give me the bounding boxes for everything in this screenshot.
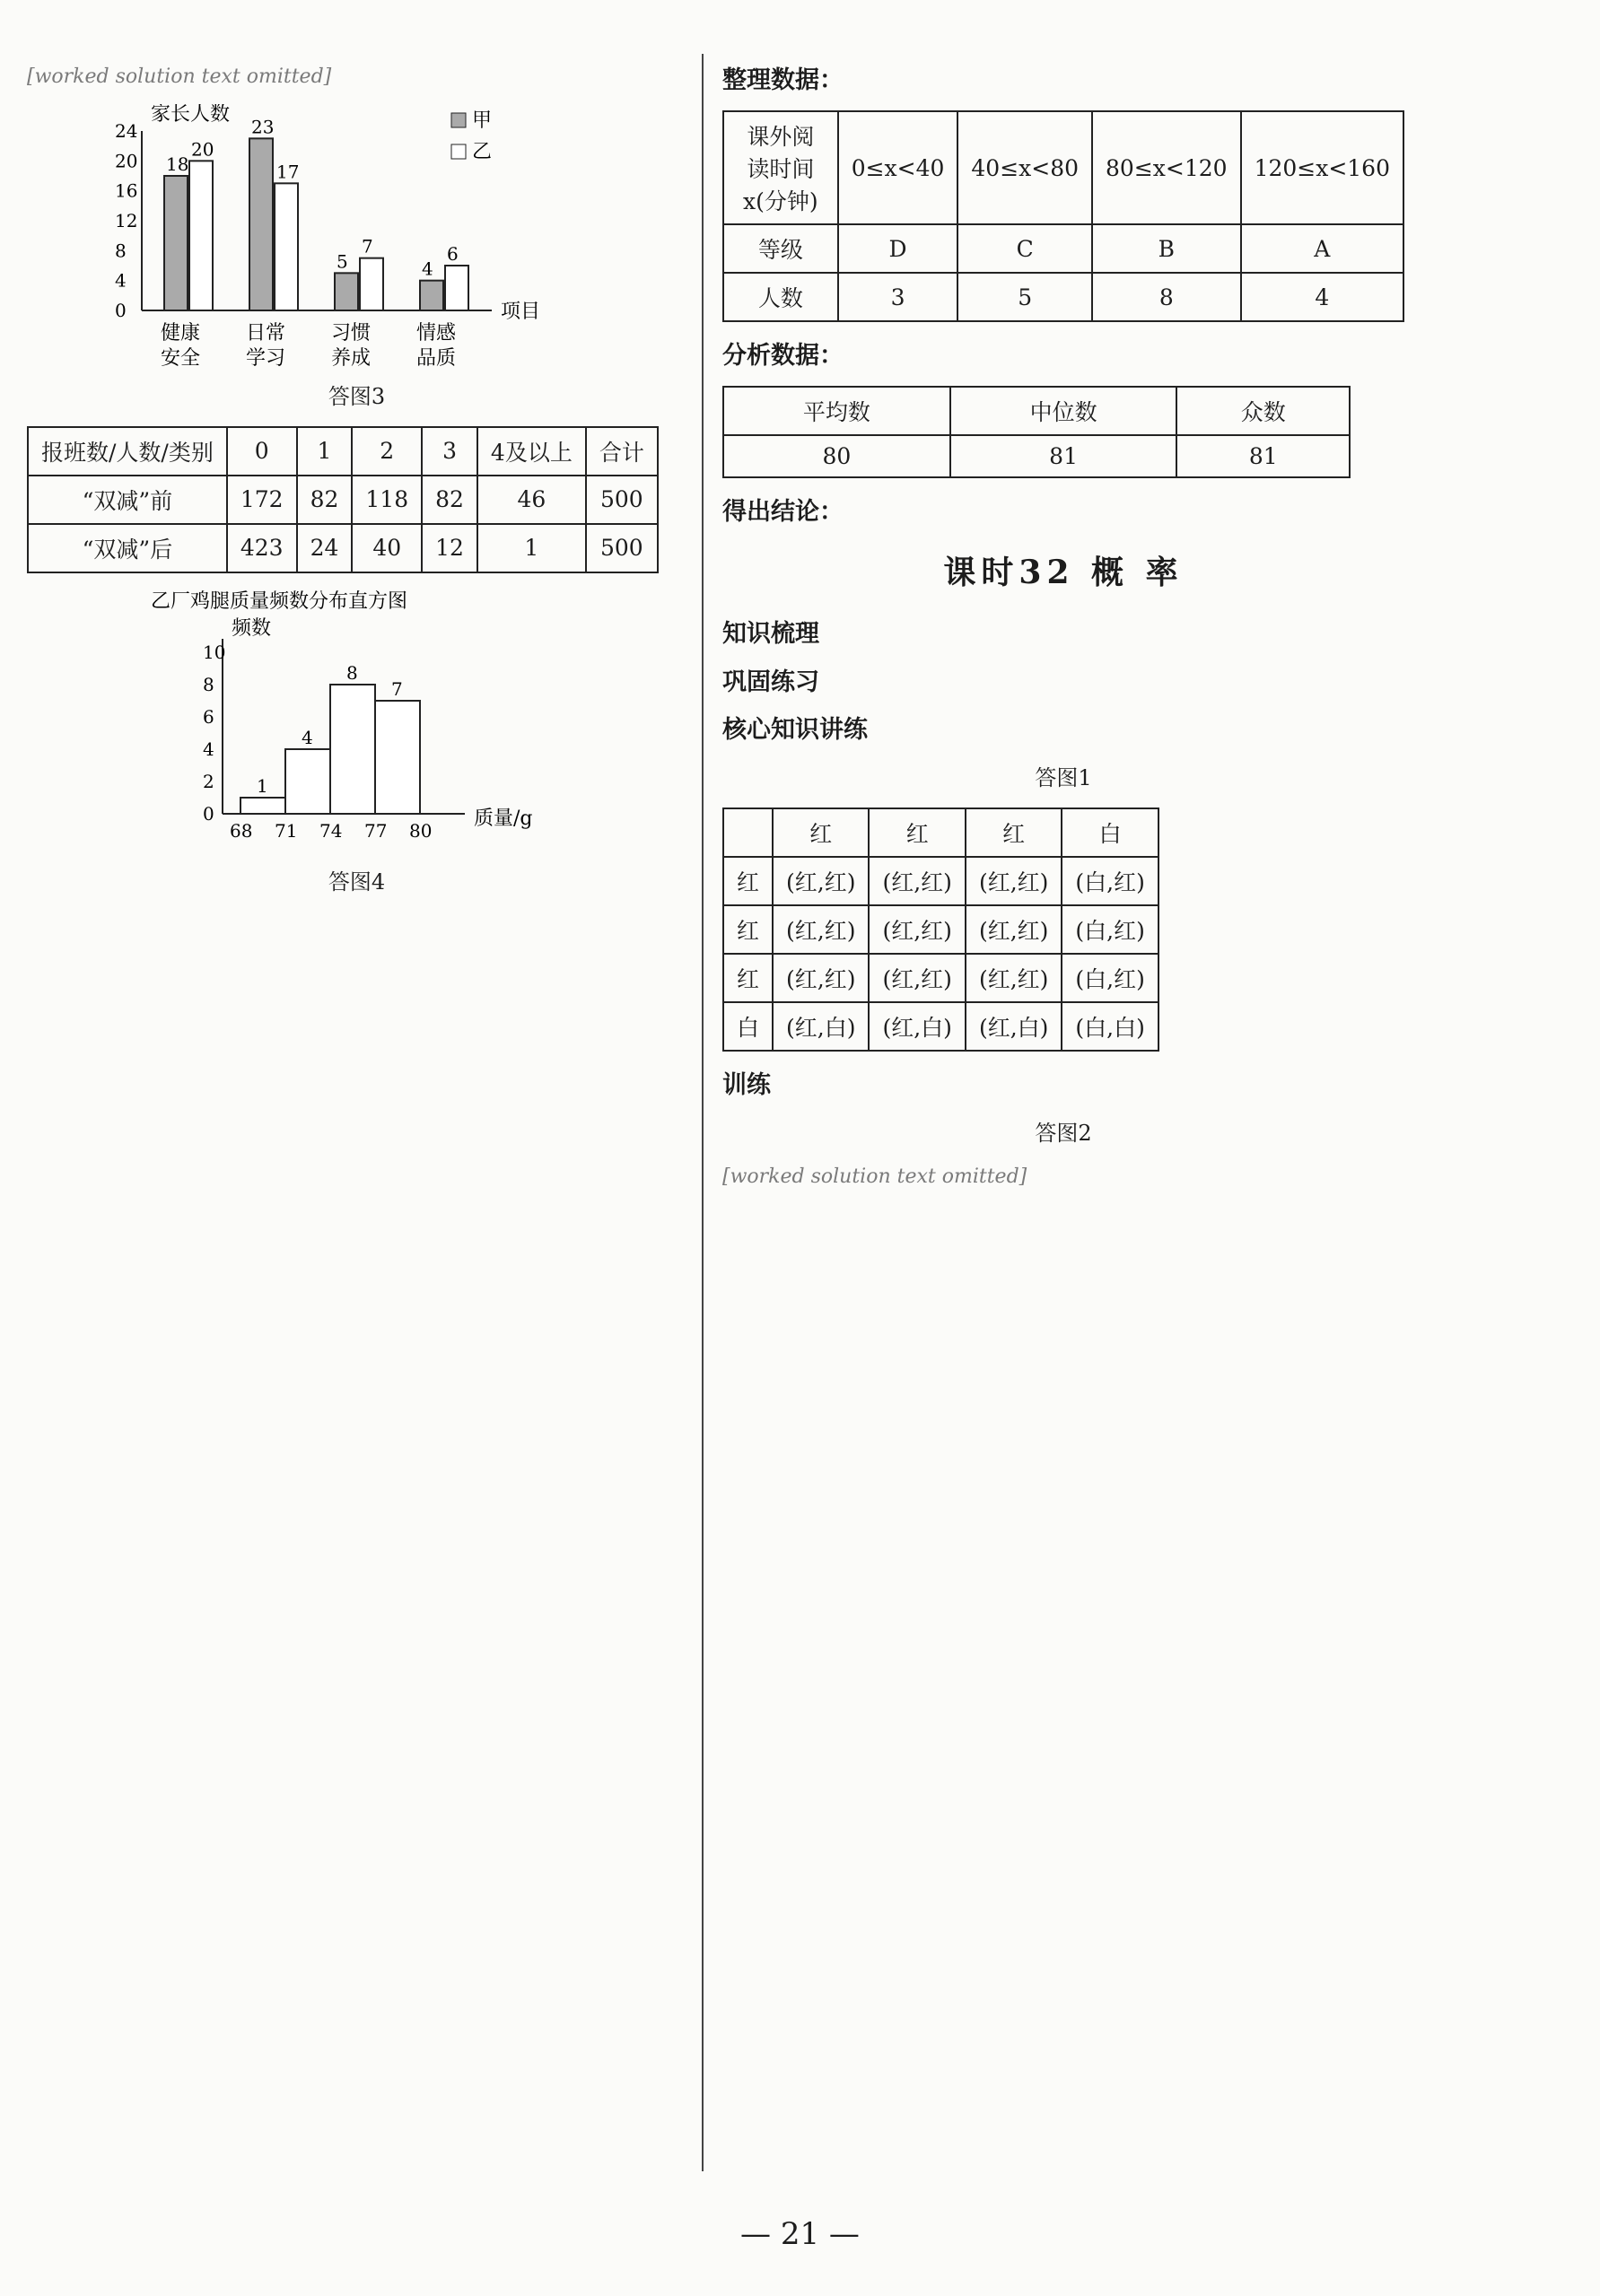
table-row <box>723 905 1158 954</box>
bar-chart-ylabel: 家长人数 <box>150 103 230 126</box>
hist-ylabel: 频数 <box>231 616 271 640</box>
class-cell: 118 <box>352 476 422 524</box>
stats-cell: 80 <box>723 435 950 477</box>
color-cell: 红 <box>723 905 773 954</box>
class-cell: 500 <box>586 476 658 524</box>
reading-cell: 4 <box>1241 273 1403 321</box>
hist-value-label: 1 <box>256 774 268 797</box>
bar-category-label-2: 养成 <box>330 346 371 370</box>
solution-placeholder-right: [worked solution text omitted] <box>722 1165 1027 1188</box>
bar-category-label-2: 安全 <box>160 346 200 370</box>
color-header-cell: 红 <box>773 808 869 857</box>
hist-bar <box>375 701 420 814</box>
stats-header-cell: 平均数 <box>723 387 950 435</box>
reading-cell: 5 <box>957 273 1092 321</box>
bar-series-a <box>249 138 273 310</box>
bar-value-label: 7 <box>361 235 373 258</box>
stats-cell: 81 <box>1176 435 1350 477</box>
color-cell: (白,红) <box>1062 905 1158 954</box>
legend-label-a: 甲 <box>471 109 492 132</box>
color-cell: (白,红) <box>1062 954 1158 1002</box>
hist-bar <box>240 798 285 814</box>
class-header-cell: 3 <box>422 427 477 476</box>
color-cell: 红 <box>723 857 773 905</box>
class-header-cell: 0 <box>227 427 297 476</box>
bar-series-b <box>445 266 468 310</box>
bar-series-b <box>189 161 213 310</box>
color-cell: (红,红) <box>773 954 869 1002</box>
bar-category-label-2: 品质 <box>415 346 456 370</box>
reading-cell: D <box>838 224 958 273</box>
hist-ytick: 8 <box>202 673 214 695</box>
hist-value-label: 7 <box>390 677 403 700</box>
bar-series-b <box>275 183 298 310</box>
hist-ytick: 4 <box>202 738 214 760</box>
class-cell: 423 <box>227 524 297 572</box>
color-cell: (红,红) <box>869 857 965 905</box>
reading-header-cell: 40≤x<80 <box>957 111 1092 224</box>
bar-category-label: 习惯 <box>330 321 371 345</box>
legend-swatch-a <box>451 113 466 127</box>
bar-ytick: 20 <box>114 150 137 172</box>
column-divider <box>702 54 704 2171</box>
left-column <box>27 63 686 912</box>
class-header-cell: 报班数/人数/类别 <box>28 427 227 476</box>
hist-value-label: 4 <box>301 726 313 748</box>
reading-cell: 8 <box>1092 273 1241 321</box>
color-cell: (白,红) <box>1062 857 1158 905</box>
bar-chart <box>106 104 608 373</box>
analyze-label: 分析数据： <box>722 342 844 371</box>
bar-category-label-2: 学习 <box>245 346 285 370</box>
color-header-cell <box>723 808 773 857</box>
color-header-cell: 白 <box>1062 808 1158 857</box>
hist-value-label: 8 <box>345 661 358 684</box>
practice-label: 巩固练习 <box>722 668 819 696</box>
bar-value-label: 20 <box>190 138 214 161</box>
bar-value-label: 18 <box>165 153 188 175</box>
color-cell: (红,白) <box>869 1002 965 1051</box>
hist-bin-label: 68 <box>229 819 252 842</box>
hist-ytick: 2 <box>202 770 214 792</box>
color-cell: 红 <box>723 954 773 1002</box>
class-cell: 82 <box>422 476 477 524</box>
table-row <box>723 857 1158 905</box>
reading-cell: B <box>1092 224 1241 273</box>
bar-category-label: 情感 <box>415 321 456 345</box>
organize-label: 整理数据： <box>722 66 844 94</box>
table-row <box>723 273 1403 321</box>
table-row <box>28 524 658 572</box>
bar-ytick: 24 <box>114 119 137 142</box>
bar-value-label: 4 <box>421 258 433 280</box>
class-cell: 24 <box>297 524 353 572</box>
hist-bin-label: 71 <box>274 819 297 842</box>
bar-series-a <box>420 281 443 310</box>
bar-value-label: 6 <box>446 242 459 265</box>
bar-value-label: 17 <box>275 161 299 183</box>
fig-hist-caption: 答图4 <box>328 869 386 895</box>
class-cell: “双减”后 <box>28 524 227 572</box>
reading-header-cell: 80≤x<120 <box>1092 111 1241 224</box>
class-header-cell: 4及以上 <box>477 427 586 476</box>
bar-ytick: 4 <box>114 269 127 292</box>
color-cell: (红,红) <box>966 905 1062 954</box>
core-label: 核心知识讲练 <box>722 715 868 744</box>
bar-category-label: 健康 <box>160 321 200 345</box>
bar-series-a <box>164 176 188 310</box>
hist-ytick: 6 <box>202 705 214 728</box>
bar-value-label: 5 <box>336 250 348 273</box>
training-label: 训练 <box>722 1070 771 1099</box>
color-header-cell: 红 <box>869 808 965 857</box>
stats-header-cell: 中位数 <box>950 387 1177 435</box>
table-row <box>28 476 658 524</box>
right-column <box>722 63 1404 1204</box>
reading-header-cell: 课外阅读时间x(分钟) <box>723 111 838 224</box>
class-table <box>27 426 659 573</box>
fig-bar-caption: 答图3 <box>328 383 386 409</box>
bar-ytick: 0 <box>114 299 127 321</box>
reading-cell: 等级 <box>723 224 838 273</box>
stats-table <box>722 386 1351 478</box>
hist-ytick: 0 <box>202 802 214 825</box>
histogram-chart <box>133 589 581 859</box>
reading-header-cell: 120≤x<160 <box>1241 111 1403 224</box>
legend-label-b: 乙 <box>471 140 492 163</box>
bar-series-b <box>360 258 383 310</box>
color-cell: (红,白) <box>966 1002 1062 1051</box>
color-cell: (红,红) <box>966 857 1062 905</box>
stats-header-cell: 众数 <box>1176 387 1350 435</box>
knowledge-label: 知识梳理 <box>722 620 819 649</box>
reading-cell: 人数 <box>723 273 838 321</box>
color-cell: (红,红) <box>869 954 965 1002</box>
class-cell: 12 <box>422 524 477 572</box>
class-cell: 172 <box>227 476 297 524</box>
color-cell: (红,红) <box>966 954 1062 1002</box>
color-header-cell: 红 <box>966 808 1062 857</box>
bar-category-label: 日常 <box>245 321 285 345</box>
hist-bin-label: 74 <box>319 819 342 842</box>
color-cell: (红,红) <box>773 905 869 954</box>
legend-swatch-b <box>451 144 466 159</box>
solution-placeholder: [worked solution text omitted] <box>27 65 332 88</box>
class-cell: 1 <box>477 524 586 572</box>
conclude-label: 得出结论： <box>722 498 844 527</box>
class-cell: 500 <box>586 524 658 572</box>
reading-cell: 3 <box>838 273 958 321</box>
reading-cell: C <box>957 224 1092 273</box>
fig-tree2-caption: 答图2 <box>1035 1120 1092 1146</box>
color-cell: (白,白) <box>1062 1002 1158 1051</box>
hist-bar <box>285 749 330 814</box>
color-cell: (红,红) <box>773 857 869 905</box>
hist-xlabel: 质量/g <box>473 807 532 830</box>
table-row <box>723 224 1403 273</box>
class-cell: 46 <box>477 476 586 524</box>
class-header-cell: 合计 <box>586 427 658 476</box>
bar-ytick: 12 <box>114 209 137 231</box>
hist-title: 乙厂鸡腿质量频数分布直方图 <box>150 589 407 613</box>
class-header-cell: 1 <box>297 427 353 476</box>
page-number: — 21 — <box>740 2216 860 2252</box>
color-cell: (红,白) <box>773 1002 869 1051</box>
class-cell: 40 <box>352 524 422 572</box>
color-cell: 白 <box>723 1002 773 1051</box>
bar-ytick: 8 <box>114 240 127 262</box>
bar-ytick: 16 <box>114 179 137 202</box>
bar-series-a <box>335 273 358 310</box>
lesson-title: 课时32 概 率 <box>943 554 1184 592</box>
hist-bin-label: 77 <box>363 819 387 842</box>
color-table <box>722 808 1159 1052</box>
stats-cell: 81 <box>950 435 1177 477</box>
hist-ytick: 10 <box>202 641 225 663</box>
class-header-cell: 2 <box>352 427 422 476</box>
hist-bar <box>330 685 375 814</box>
bar-value-label: 23 <box>250 116 274 138</box>
class-cell: “双减”前 <box>28 476 227 524</box>
fig-tree1-caption: 答图1 <box>1035 764 1092 790</box>
color-cell: (红,红) <box>869 905 965 954</box>
reading-table <box>722 110 1404 322</box>
table-row <box>723 954 1158 1002</box>
hist-bin-label: 80 <box>408 819 432 842</box>
class-cell: 82 <box>297 476 353 524</box>
reading-cell: A <box>1241 224 1403 273</box>
bar-chart-xlabel: 项目 <box>500 300 540 323</box>
table-row <box>723 1002 1158 1051</box>
reading-header-cell: 0≤x<40 <box>838 111 958 224</box>
